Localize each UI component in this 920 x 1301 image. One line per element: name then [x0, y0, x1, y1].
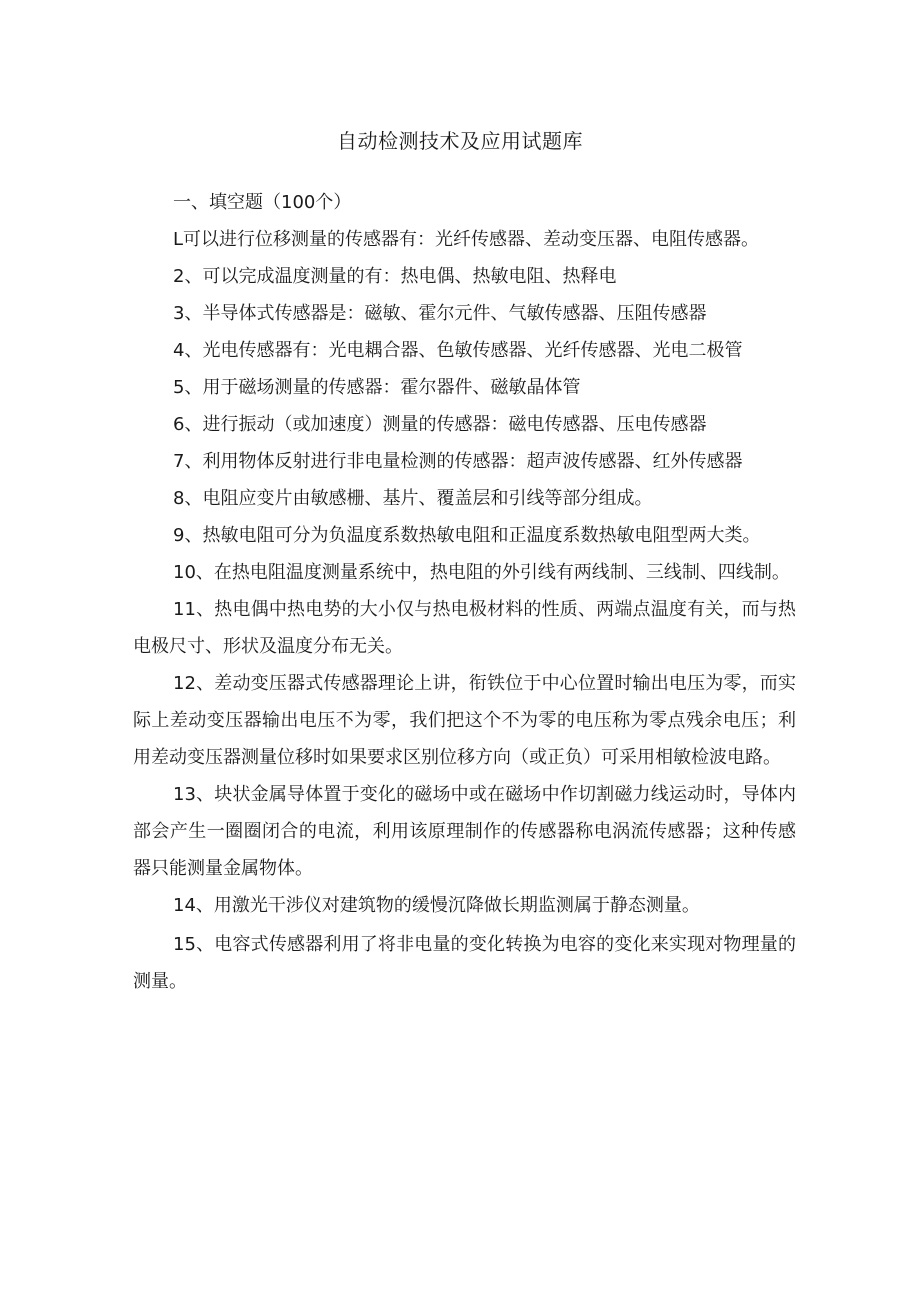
document-body — [133, 184, 796, 1000]
section-heading: 一、填空题（100个） — [173, 192, 352, 213]
question-item: 2、可以完成温度测量的有：热电偶、热敏电阻、热释电 — [173, 266, 617, 287]
question-item: 11、热电偶中热电势的大小仅与热电极材料的性质、两端点温度有关，而与热电极尺寸、形状及温度分布无关。 — [133, 599, 796, 657]
question-item: 9、热敏电阻可分为负温度系数热敏电阻和正温度系数热敏电阻型两大类。 — [173, 525, 761, 546]
question-item: 7、利用物体反射进行非电量检测的传感器：超声波传感器、红外传感器 — [173, 451, 743, 472]
question-item: 10、在热电阻温度测量系统中，热电阻的外引线有两线制、三线制、四线制。 — [173, 562, 790, 583]
question-item: 12、差动变压器式传感器理论上讲，衔铁位于中心位置时输出电压为零，而实际上差动变压器输出电压不为零，我们把这个不为零的电压称为零点残余电压；利用差动变压器测量位移时如果要求区别位移方向（或正负）可采用相敏检波电路。 — [133, 673, 796, 768]
question-item: 3、半导体式传感器是：磁敏、霍尔元件、气敏传感器、压阻传感器 — [173, 303, 707, 324]
question-item: 8、电阻应变片由敏感栅、基片、覆盖层和引线等部分组成。 — [173, 488, 653, 509]
question-item: 6、进行振动（或加速度）测量的传感器：磁电传感器、压电传感器 — [173, 414, 707, 435]
question-item: L可以进行位移测量的传感器有：光纤传感器、差动变压器、电阻传感器。 — [173, 229, 760, 250]
question-item: 5、用于磁场测量的传感器：霍尔器件、磁敏晶体管 — [173, 377, 581, 398]
question-item: 14、用激光干涉仪对建筑物的缓慢沉降做长期监测属于静态测量。 — [173, 895, 700, 916]
question-item: 13、块状金属导体置于变化的磁场中或在磁场中作切割磁力线运动时，导体内部会产生一圈圈闭合的电流，利用该原理制作的传感器称电涡流传感器；这种传感器只能测量金属物体。 — [133, 784, 796, 879]
question-item: 4、光电传感器有：光电耦合器、色敏传感器、光纤传感器、光电二极管 — [173, 340, 743, 361]
document-title: 自动检测技术及应用试题库 — [337, 129, 583, 153]
question-item: 15、电容式传感器利用了将非电量的变化转换为电容的变化来实现对物理量的测量。 — [133, 934, 796, 992]
